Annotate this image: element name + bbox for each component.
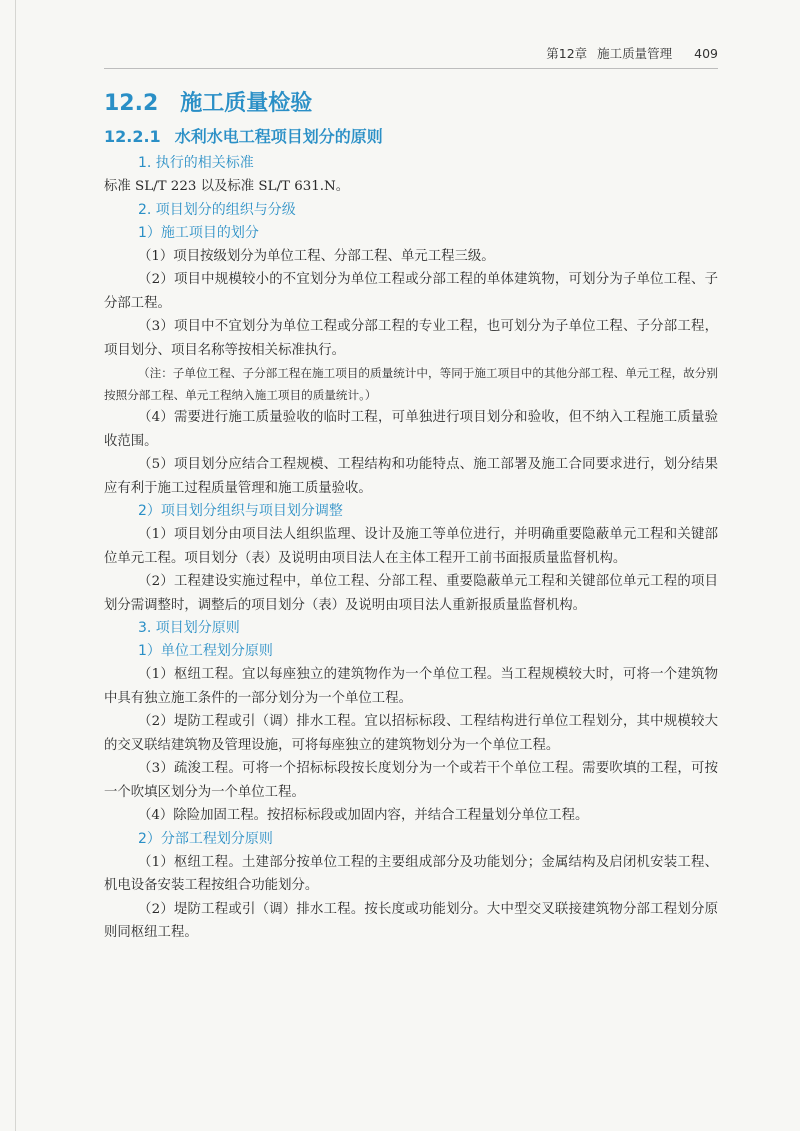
heading-level4: 1）单位工程划分原则	[138, 643, 273, 659]
section-title: 施工质量检验	[180, 91, 313, 116]
paragraph: 标准 SL/T 223 以及标准 SL/T 631.N。	[104, 179, 350, 194]
page-number: 409	[694, 46, 718, 61]
heading-level3: 1. 执行的相关标准	[138, 155, 254, 171]
page-body	[104, 86, 718, 945]
section-number: 12.2	[104, 91, 159, 116]
heading-level3: 2. 项目划分的组织与分级	[138, 201, 296, 218]
subsection-title: 水利水电工程项目划分的原则	[174, 127, 383, 146]
chapter-label: 第12章	[546, 46, 588, 61]
heading-level3: 3. 项目划分原则	[138, 620, 240, 636]
paragraph: （2）堤防工程或引（调）排水工程。按长度或功能划分。大中型交叉联接建筑物分部工程划分原则同枢纽工程。	[104, 901, 718, 940]
gutter-line	[15, 0, 16, 1131]
heading-level4: 1）施工项目的划分	[138, 224, 259, 241]
subsection-number: 12.2.1	[104, 127, 161, 146]
subsection-heading	[104, 122, 718, 152]
paragraph: （2）项目中规模较小的不宜划分为单位工程或分部工程的单体建筑物，可划分为子单位工程、子分部工程。	[104, 272, 718, 311]
paragraph: （1）项目按级划分为单位工程、分部工程、单元工程三级。	[138, 248, 495, 264]
paragraph: （4）需要进行施工质量验收的临时工程，可单独进行项目划分和验收，但不纳入工程施工质量验收范围。	[104, 410, 718, 449]
paragraph: （4）除险加固工程。按招标标段或加固内容，并结合工程量划分单位工程。	[138, 808, 589, 823]
header-divider	[104, 68, 718, 69]
paragraph: （2）工程建设实施过程中，单位工程、分部工程、重要隐蔽单元工程和关键部位单元工程的项目划分需调整时，调整后的项目划分（表）及说明由项目法人重新报质量监督机构。	[104, 574, 718, 613]
section-heading	[104, 86, 718, 122]
text-blocks	[104, 152, 718, 945]
paragraph: （5）项目划分应结合工程规模、工程结构和功能特点、施工部署及施工合同要求进行，划分结果应有利于施工过程质量管理和施工质量验收。	[104, 457, 718, 496]
paragraph: （3）项目中不宜划分为单位工程或分部工程的专业工程，也可划分为子单位工程、子分部工程，项目划分、项目名称等按相关标准执行。	[104, 319, 718, 358]
paragraph: （2）堤防工程或引（调）排水工程。宜以招标标段、工程结构进行单位工程划分，其中规模较大的交叉联结建筑物及管理设施，可将每座独立的建筑物划分为一个单位工程。	[104, 714, 718, 753]
paragraph: （1）枢纽工程。土建部分按单位工程的主要组成部分及功能划分；金属结构及启闭机安装工程、机电设备安装工程按组合功能划分。	[104, 854, 718, 893]
paragraph: （3）疏浚工程。可将一个招标标段按长度划分为一个或若干个单位工程。需要吹填的工程，可按一个吹填区划分为一个单位工程。	[104, 761, 718, 800]
chapter-title: 施工质量管理	[597, 46, 673, 61]
note-paragraph: （注：子单位工程、子分部工程在施工项目的质量统计中，等同于施工项目中的其他分部工程、单元工程，故分别按照分部工程、单元工程纳入施工项目的质量统计。）	[104, 366, 718, 402]
paragraph: （1）项目划分由项目法人组织监理、设计及施工等单位进行，并明确重要隐蔽单元工程和关键部位单元工程。项目划分（表）及说明由项目法人在主体工程开工前书面报质量监督机构。	[104, 527, 718, 566]
heading-level4: 2）分部工程划分原则	[138, 830, 273, 847]
heading-level4: 2）项目划分组织与项目划分调整	[138, 503, 343, 519]
paragraph: （1）枢纽工程。宜以每座独立的建筑物作为一个单位工程。当工程规模较大时，可将一个建筑物中具有独立施工条件的一部分划分为一个单位工程。	[104, 667, 718, 706]
running-header	[540, 44, 718, 62]
